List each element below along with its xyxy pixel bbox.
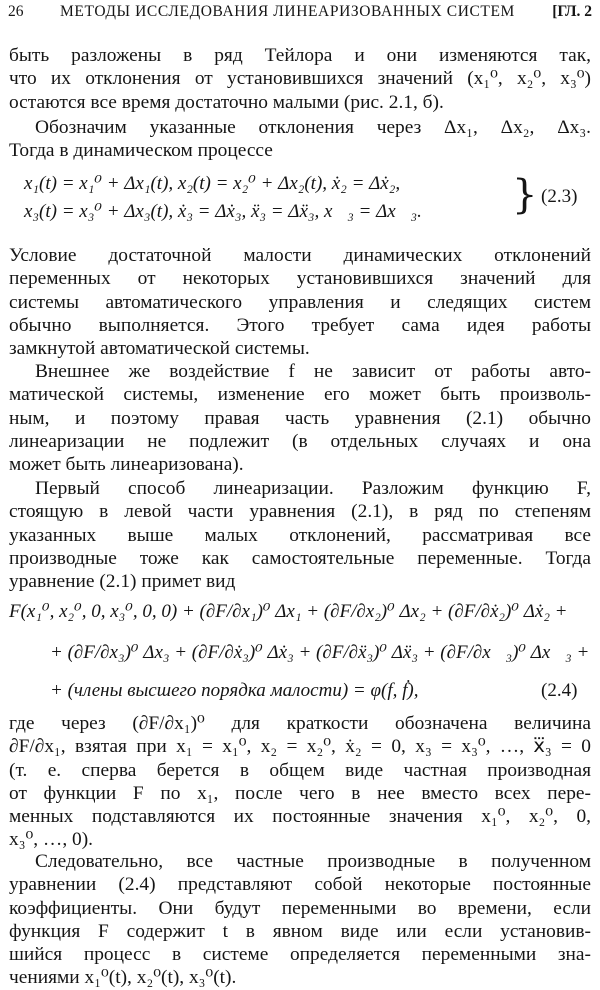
paragraph-continuation [9,44,591,114]
text-line: указанных выше малых отклонений, рассматривая все [9,524,591,546]
paragraph-conclusion [9,850,591,990]
page-number: 26 [8,3,24,20]
text-line: что их отклонения от установившихся значений (x₁⁰, x₂⁰, x₃⁰) [9,68,591,90]
text-line: линеаризации не подлежит (в отдельных случаях и она [9,430,591,452]
text-line: Следовательно, все частные производные в полученном [35,851,591,872]
text-line: обычно выполняется. Этого требует сама идея работы [9,314,591,336]
text-line: может быть линеаризована). [9,454,244,476]
text-line: функция F содержит t в явном виде или если установив- [9,920,591,942]
text-line: матической системы, изменение его может быть произволь- [9,384,591,406]
paragraph-smallness-condition [9,244,591,360]
text-line: переменных от некоторых установившихся значений для [9,268,591,290]
paragraph-external-action [9,360,591,476]
running-title: МЕТОДЫ ИССЛЕДОВАНИЯ ЛИНЕАРИЗОВАННЫХ СИСТЕМ [60,3,515,20]
right-brace-icon: } [512,172,538,218]
chapter-label: [ГЛ. 2 [552,3,592,20]
running-header [8,3,592,29]
text-line: от функции F по x₁, после чего в нее вместо всех пере- [9,782,591,804]
text-line: ∂F/∂x₁, взятая при x₁ = x₁⁰, x₂ = x₂⁰, ẋ₂ = 0, x₃ = x₃⁰, …, x⃛₃ = 0 [9,736,591,758]
text-line: Обозначим указанные отклонения через Δx₁, Δx₂, Δx₃. [35,117,591,138]
text-line: (т. е. сперва берется в общем виде частная производная [9,759,591,781]
text-line: менных подставляются их постоянные значения x₁⁰, x₂⁰, 0, [9,806,591,828]
text-line: замкнутой автоматической системы. [9,338,310,360]
equation-line: + (∂F/∂x₃)⁰ Δx₃ + (∂F/∂ẋ₃)⁰ Δẋ₃ + (∂F/∂ẍ₃)⁰ Δẍ₃ + (∂F/∂x⃛₃)⁰ Δx⃛₃ + [50,642,590,663]
text-line: ным, и поэтому правая часть уравнения (2.1) обычно [9,407,591,429]
text-line: Условие достаточной малости динамических отклонений [9,245,591,266]
text-line: Первый способ линеаризации. Разложим функцию F, [35,478,591,499]
equation-number: (2.4) [541,680,578,701]
text-line: системы автоматического управления и следящих систем [9,291,591,313]
text-line: где через (∂F/∂x₁)⁰ для краткости обозначена величина [9,713,591,734]
equation-row: x₁(t) = x₁⁰ + Δx₁(t), x₂(t) = x₂⁰ + Δx₂(t), ẋ₂ = Δẋ₂, [24,173,401,194]
text-line: коэффициенты. Они будут переменными во времени, если [9,897,591,919]
text-line: Тогда в динамическом процессе [9,140,273,162]
paragraph-deviations [9,116,591,163]
text-line: x₃⁰, …, 0). [9,829,94,851]
text-line: стоящую в левой части уравнения (2.1), в ряд по степеням [9,501,591,523]
text-line: уравнение (2.1) примет вид [9,571,236,593]
text-line: чениями x₁⁰(t), x₂⁰(t), x₃⁰(t). [9,967,237,989]
text-line: Внешнее же воздействие f не зависит от работы авто- [35,361,591,382]
text-line: производные тоже как самостоятельные переменные. Тогда [9,547,591,569]
paragraph-first-method [9,477,591,593]
paragraph-notation [9,712,591,852]
equation-line: F(x₁⁰, x₂⁰, 0, x₃⁰, 0, 0) + (∂F/∂x₁)⁰ Δx₁ + (∂F/∂x₂)⁰ Δx₂ + (∂F/∂ẋ₂)⁰ Δẋ₂ + [9,601,568,622]
equation-number: (2.3) [541,186,578,207]
text-line: уравнении (2.4) представляют собой некоторые постоянные [9,874,591,896]
equation-line: + (члены высшего порядка малости) = φ(f, ḟ), [50,680,419,701]
text-line: шийся процесс в системе определяется переменными зна- [9,944,591,966]
text-line: быть разложены в ряд Тейлора и они изменяются так, [9,45,591,66]
equation-row: x₃(t) = x₃⁰ + Δx₃(t), ẋ₃ = Δẋ₃, ẍ₃ = Δẍ₃, x⃛₃ = Δx⃛₃. [24,201,422,222]
text-line: остаются все время достаточно малыми (рис. 2.1, б). [9,91,444,113]
